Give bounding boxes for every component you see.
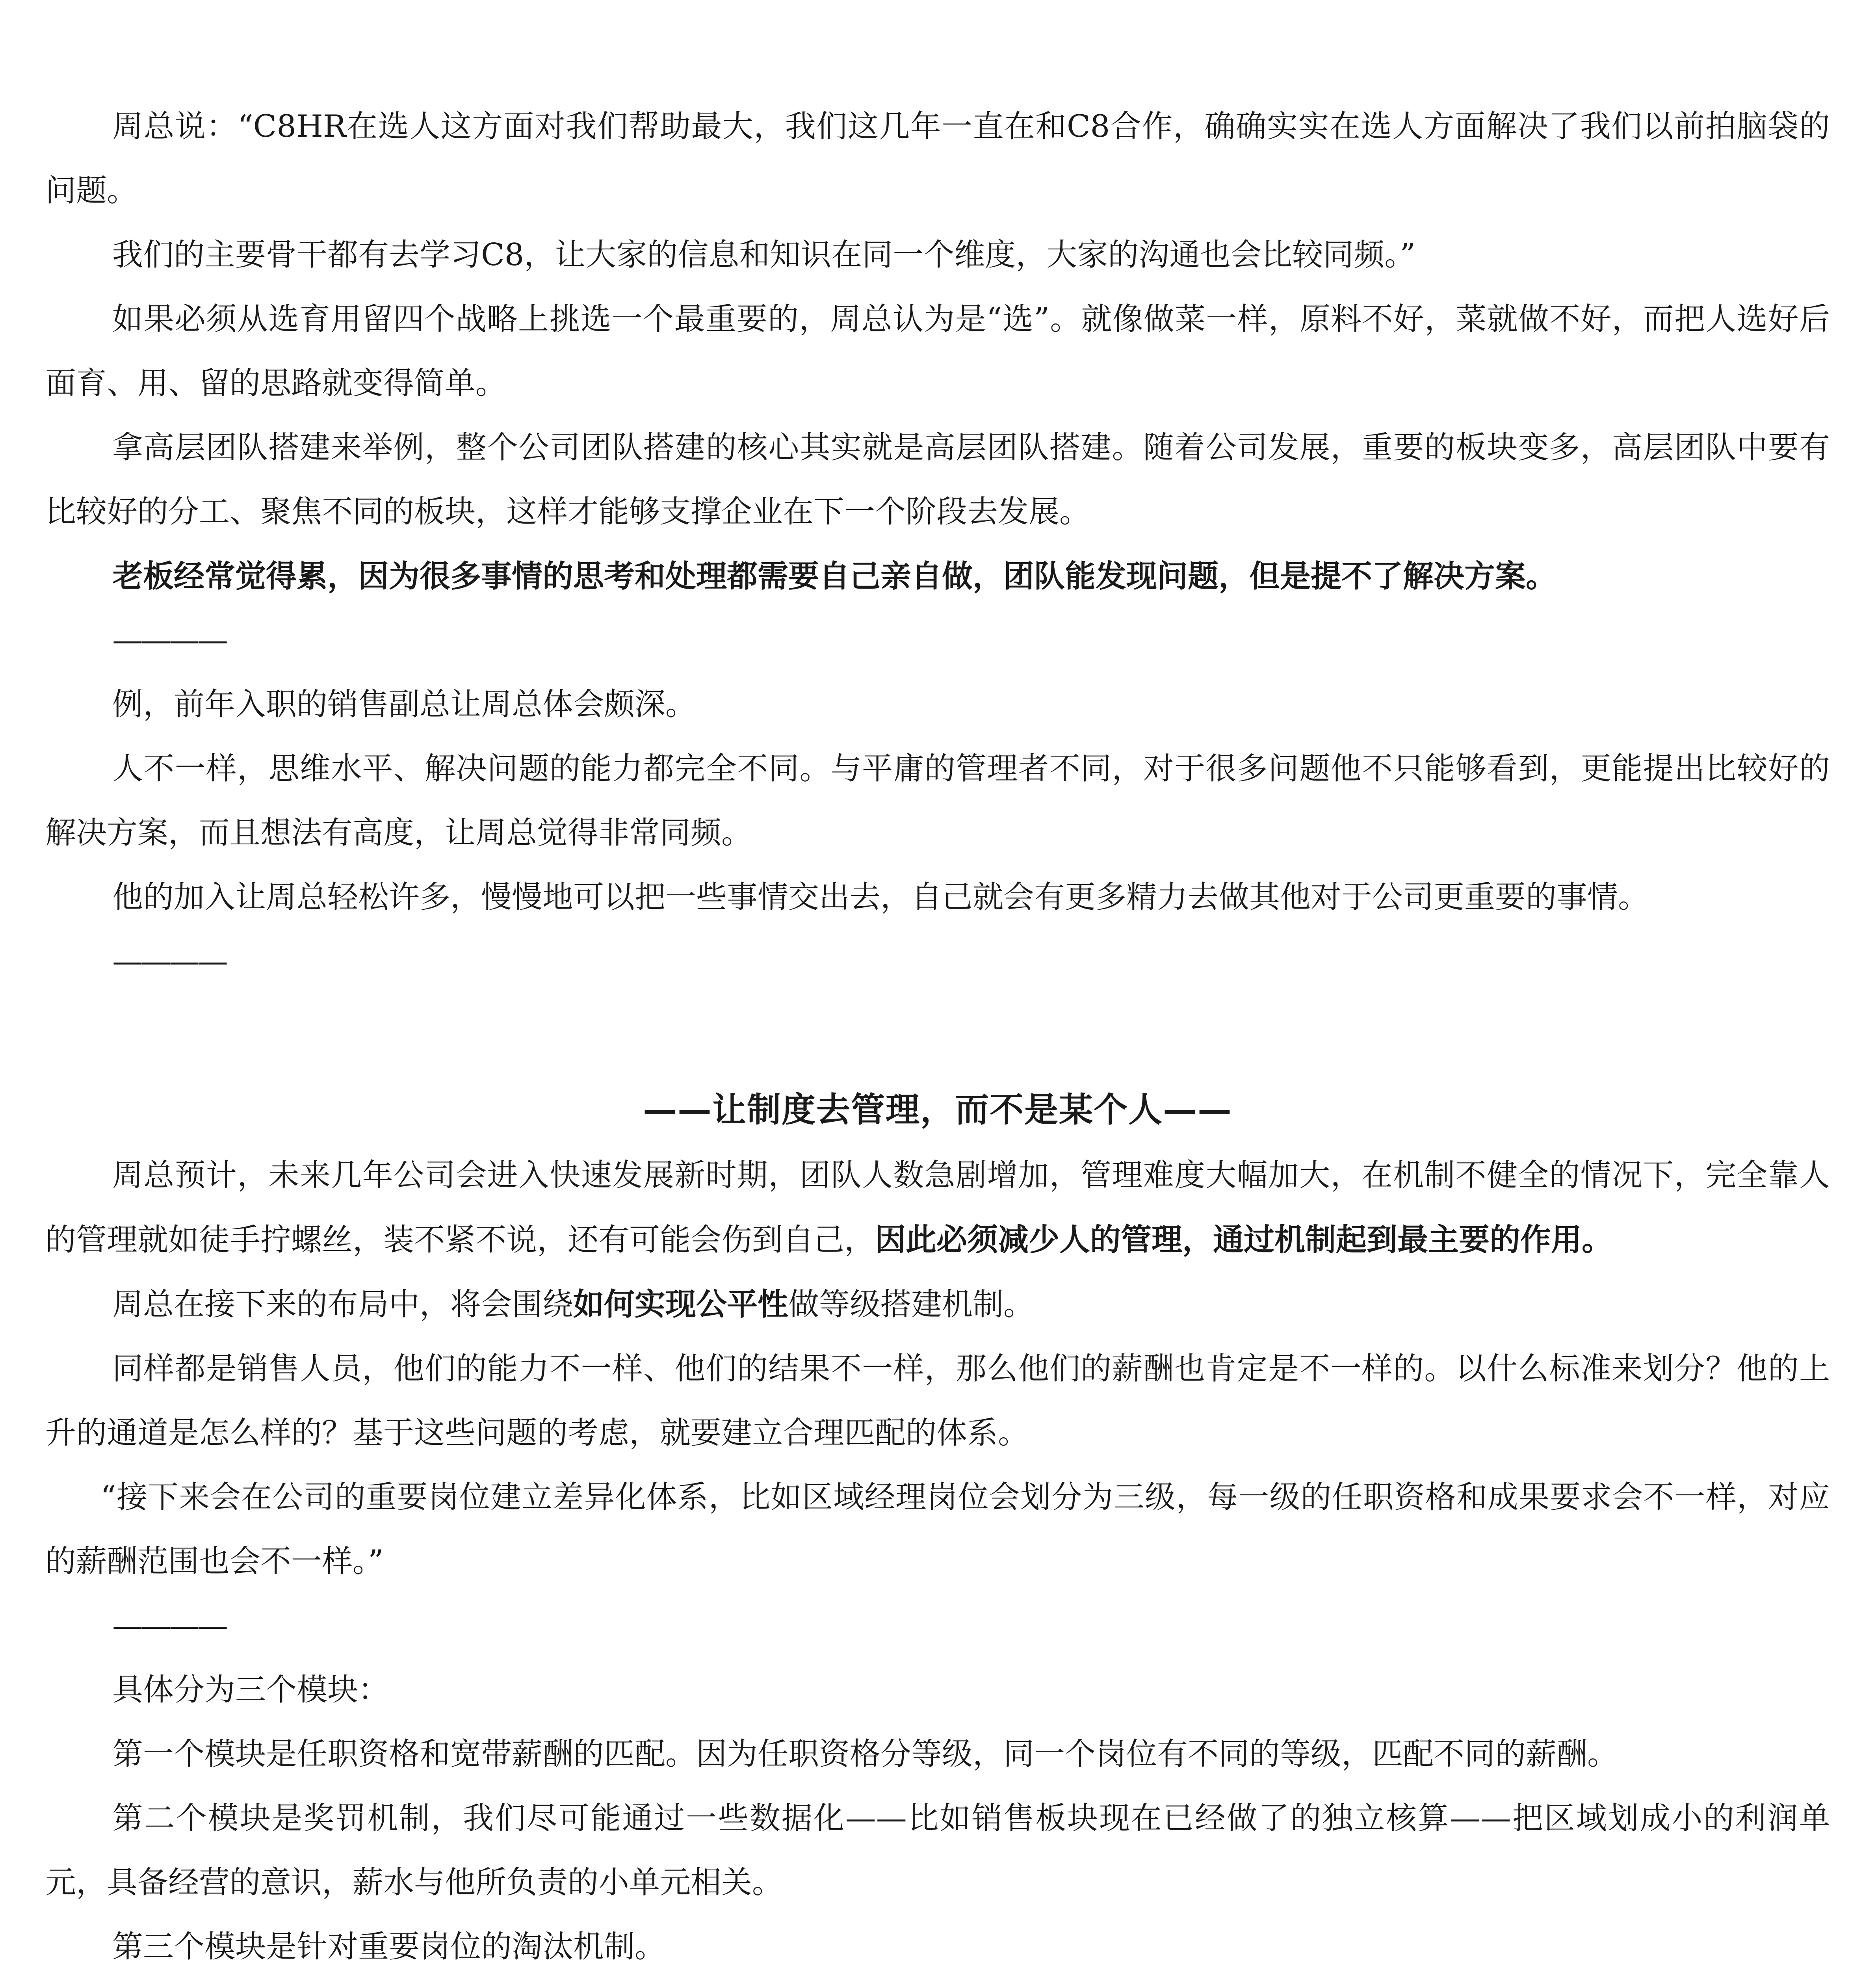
emphasis-text: 因此必须减少人的管理，通过机制起到最主要的作用。 [875,1222,1613,1258]
section-heading: ——让制度去管理，而不是某个人—— [643,1090,1232,1130]
paragraph-sales-vp: 例，前年入职的销售副总让周总体会颇深。 [112,687,697,722]
paragraph-module-two: 第二个模块是奖罚机制，我们尽可能通过一些数据化——比如销售板块现在已经做了的独立核算——把区域划成小的利润单元，具备经营的意识，薪水与他所负责的小单元相关。 [45,1801,1830,1900]
paragraph-text: 周总在接下来的布局中，将会围绕 [112,1287,574,1322]
paragraph-differentiation: “接下来会在公司的重要岗位建立差异化体系，比如区域经理岗位会划分为三级，每一级的任职资格和成果要求会不一样，对应的薪酬范围也会不一样。” [45,1479,1830,1579]
paragraph-module-three: 第三个模块是针对重要岗位的淘汰机制。 [112,1929,666,1964]
paragraph-text: 周总预计，未来几年公司会进入快速发展新时期，团队人数急剧增加，管理难度大幅加大，在机制不健全的情况下，完全靠人的管理就如徒手拧螺丝，装不紧不说，还有可能会伤到自己， [45,1158,1830,1258]
divider: ———— [112,944,226,979]
paragraph-backbone-study: 我们的主要骨干都有去学习C8，让大家的信息和知识在同一个维度，大家的沟通也会比较同频。” [112,237,1416,273]
divider: ———— [112,1608,226,1643]
paragraph-zhou-quote: 周总说：“C8HR在选人这方面对我们帮助最大，我们这几年一直在和C8合作，确确实实在选人方面解决了我们以前拍脑袋的问题。 [45,109,1830,208]
paragraph-three-modules: 具体分为三个模块： [112,1672,389,1708]
paragraph-people-differ: 人不一样，思维水平、解决问题的能力都完全不同。与平庸的管理者不同，对于很多问题他不只能够看到，更能提出比较好的解决方案，而且想法有高度，让周总觉得非常同频。 [45,751,1830,851]
document-page [45,95,1830,1970]
divider: ———— [112,623,226,658]
paragraph-boss-tired: 老板经常觉得累，因为很多事情的思考和处理都需要自己亲自做，团队能发现问题，但是提不了解决方案。 [112,558,1557,594]
paragraph-text: 做等级搭建机制。 [788,1287,1035,1322]
paragraph-selection-priority: 如果必须从选育用留四个战略上挑选一个最重要的，周总认为是“选”。就像做菜一样，原料不好，菜就做不好，而把人选好后面育、用、留的思路就变得简单。 [45,301,1830,401]
emphasis-text: 如何实现公平性 [573,1286,789,1322]
paragraph-relief: 他的加入让周总轻松许多，慢慢地可以把一些事情交出去，自己就会有更多精力去做其他对于公司更重要的事情。 [112,879,1649,915]
paragraph-rapid-growth [45,1143,1830,1272]
paragraph-senior-team: 拿高层团队搭建来举例，整个公司团队搭建的核心其实就是高层团队搭建。随着公司发展，重要的板块变多，高层团队中要有比较好的分工、聚焦不同的板块，这样才能够支撑企业在下一个阶段去发展。 [45,430,1830,530]
paragraph-module-one: 第一个模块是任职资格和宽带薪酬的匹配。因为任职资格分等级，同一个岗位有不同的等级，匹配不同的薪酬。 [112,1736,1618,1772]
paragraph-fairness [45,1272,1830,1337]
paragraph-sales-staff: 同样都是销售人员，他们的能力不一样、他们的结果不一样，那么他们的薪酬也肯定是不一样的。以什么标准来划分？他的上升的通道是怎么样的？基于这些问题的考虑，就要建立合理匹配的体系。 [45,1351,1830,1451]
